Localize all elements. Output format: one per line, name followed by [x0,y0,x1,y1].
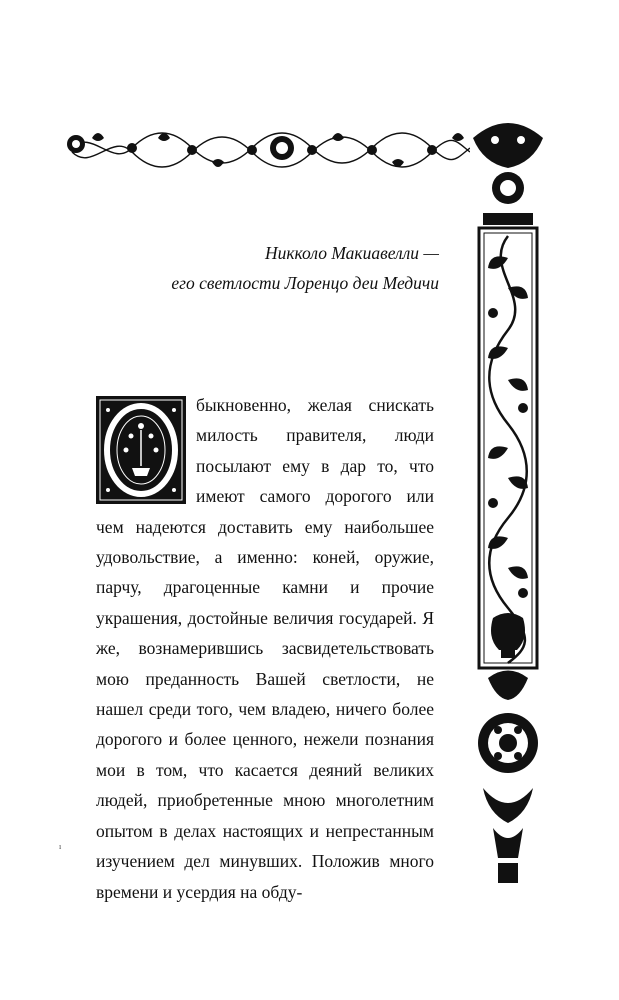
ornamental-initial-icon [96,396,186,504]
paragraph-text: быкновенно, желая снискать милость правителя, люди посылают ему в дар то, что имеют самого дорогого или чем надеются доставить ему наибольшее удовольствие, а именно: коней, оружие, парчу, драгоценные камни и прочие украшения, достойные величия государей. Я же, вознамерившись засвидетельствовать мою преданность Вашей светлости, не нашел среди того, чем владею, ничего более дорогого и более ценного, нежели познания мои в том, что касается деяний великих людей, приобретенные мною многолетним опытом в делах настоящих и непрестанным изучением дел минувших. Положив много времени и усердия на обду- [96,395,434,902]
top-ornament-border [62,118,470,174]
drop-cap-initial [96,396,186,504]
epigraph [171,238,439,298]
epigraph-line-author: Никколо Макиавелли — [264,243,439,263]
main-text-block [96,390,434,907]
margin-mark: ı [59,842,62,851]
right-ornament-border [463,118,553,908]
epigraph-line-dedication: его светлости Лоренцо деи Медичи [171,273,439,293]
